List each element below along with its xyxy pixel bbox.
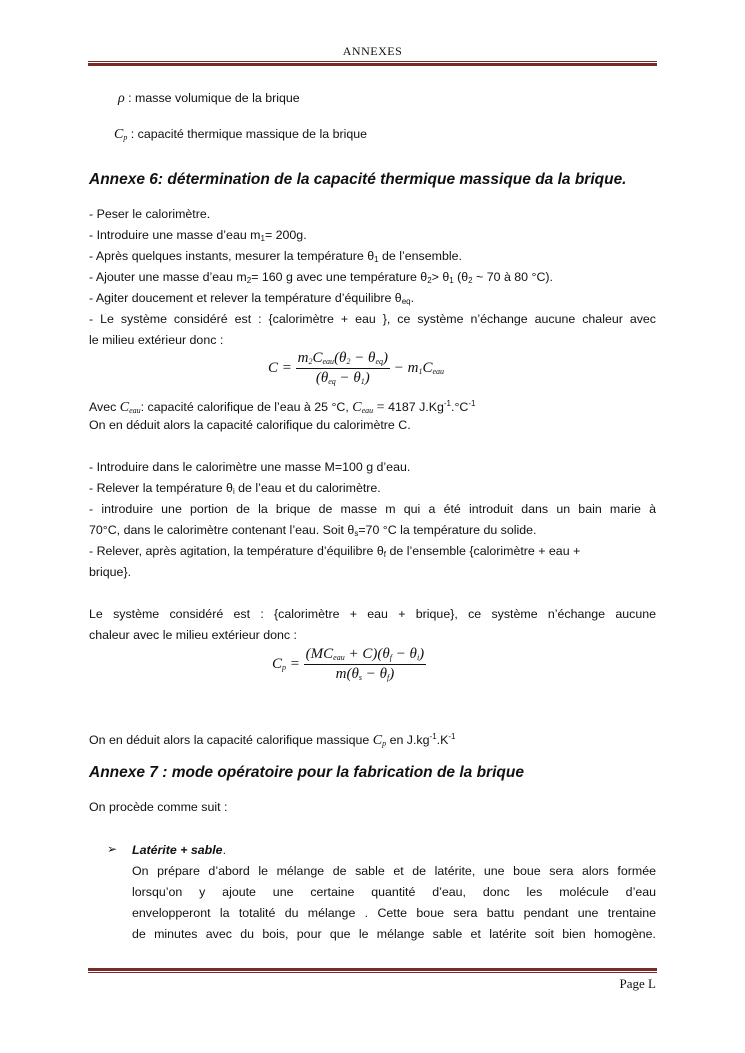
cp-subscript: p bbox=[123, 133, 128, 142]
step-introduire-eau bbox=[89, 227, 656, 247]
deduit-calorimetre: On en déduit alors la capacité calorifique du calorimètre C. bbox=[89, 418, 411, 432]
subscript: 1 bbox=[449, 276, 454, 285]
annexe7-heading: Annexe 7 : mode opératoire pour la fabrication de la brique bbox=[89, 764, 524, 781]
eq-part: − θ bbox=[335, 370, 361, 386]
eq-sub: f bbox=[389, 653, 392, 662]
math: C bbox=[119, 400, 130, 415]
eq-part: m(θ bbox=[335, 666, 359, 682]
subscript: s bbox=[354, 529, 359, 538]
eq-part: − θ bbox=[350, 350, 376, 366]
text: - Relever la température θ bbox=[89, 481, 233, 495]
superscript: -1 bbox=[429, 732, 437, 741]
eq-sub: eq bbox=[375, 357, 383, 366]
b-step-portion-line2 bbox=[89, 522, 656, 542]
math-sub: p bbox=[382, 739, 387, 748]
math: C bbox=[372, 733, 383, 748]
b-step-agitation-line1 bbox=[89, 543, 656, 563]
step-peser: - Peser le calorimètre. bbox=[89, 207, 211, 221]
eq-part: (MC bbox=[305, 646, 334, 662]
paragraph-line-3: envelopperont la totalité du mélange . Cette boue sera battu pendant une trentaine bbox=[132, 906, 656, 920]
step-text: . bbox=[410, 291, 415, 305]
b-step-portion-line1: - introduire une portion de la brique de masse m qui a été introduit dans un bain marie à bbox=[89, 502, 656, 516]
step-text: - Ajouter une masse d’eau m bbox=[89, 270, 247, 284]
paragraph-line-1: On prépare d’abord le mélange de sable et de latérite, une boue sera alors formée bbox=[132, 864, 656, 878]
annexe6-heading: Annexe 6: détermination de la capacité thermique massique da la brique. bbox=[89, 171, 627, 188]
cp-text: : capacité thermique massique de la brique bbox=[127, 127, 368, 141]
eq-part: ) bbox=[364, 370, 370, 386]
math-sub: eau bbox=[361, 406, 374, 415]
eq-part: + C)(θ bbox=[344, 646, 390, 662]
eq-part: − θ bbox=[361, 666, 387, 682]
cp-symbol: C bbox=[114, 127, 124, 142]
step-text: ~ 70 à 80 °C). bbox=[472, 270, 553, 284]
step-text: de l’ensemble. bbox=[378, 249, 462, 263]
text: .K bbox=[436, 733, 449, 747]
subscript: 2 bbox=[468, 276, 473, 285]
text: 70°C, dans le calorimètre contenant l’eau. Soit θ bbox=[89, 523, 355, 537]
step-text: - Introduire une masse d’eau m bbox=[89, 228, 261, 242]
step-mesurer bbox=[89, 248, 656, 268]
eq-sub: eau bbox=[322, 357, 335, 366]
eq-sub: eau bbox=[432, 366, 445, 376]
b-step-introduire: - Introduire dans le calorimètre une masse M=100 g d’eau. bbox=[89, 460, 411, 474]
text: de l’eau et du calorimètre. bbox=[234, 481, 381, 495]
b-step-agitation-line2: brique}. bbox=[89, 565, 132, 579]
eq-part: C bbox=[312, 350, 323, 366]
subscript: 2 bbox=[427, 276, 432, 285]
eq-sub: eau bbox=[333, 653, 345, 662]
arrow-bullet-icon: ➢ bbox=[107, 842, 118, 856]
text: en J.kg bbox=[386, 733, 430, 747]
eq-numerator bbox=[304, 646, 427, 665]
eq-sub: 1 bbox=[360, 377, 365, 386]
text: - Relever, après agitation, la température d’équilibre θ bbox=[89, 544, 384, 558]
eq-sub: 2 bbox=[346, 357, 351, 366]
eq-sub: 2 bbox=[308, 357, 313, 366]
equation-cp bbox=[272, 646, 426, 683]
eq-part: − m bbox=[393, 359, 419, 376]
superscript: -1 bbox=[468, 399, 476, 408]
eq-part: C bbox=[422, 359, 433, 376]
step-systeme-line1: - Le système considéré est : {calorimètre + eau }, ce système n’échange aucune chaleur avec bbox=[89, 312, 656, 326]
text: de l’ensemble {calorimètre + eau + bbox=[386, 544, 581, 558]
math: C bbox=[352, 400, 362, 415]
bullet-title-line bbox=[132, 842, 656, 858]
rho-definition bbox=[118, 90, 518, 107]
text: On en déduit alors la capacité calorifique massique bbox=[89, 733, 373, 747]
step-text: - Agiter doucement et relever la température d’équilibre θ bbox=[89, 291, 402, 305]
eq-numerator bbox=[296, 350, 390, 369]
page-number: Page L bbox=[619, 976, 656, 991]
step-text: (θ bbox=[453, 270, 469, 284]
bullet-dot: . bbox=[222, 843, 227, 857]
rho-text: : masse volumique de la brique bbox=[124, 91, 300, 105]
cp-definition bbox=[114, 126, 514, 146]
eq-fraction bbox=[296, 350, 390, 387]
systeme-line2: chaleur avec le milieu extérieur donc : bbox=[89, 628, 297, 642]
eq-sub: eq bbox=[328, 377, 336, 386]
eq-sub: f bbox=[386, 673, 390, 682]
paragraph-line-4: de minutes avec du bois, pour que le mélange sable et latérite soit bien homogène. bbox=[132, 927, 656, 941]
eq-part: (θ bbox=[334, 350, 347, 366]
step-agiter bbox=[89, 290, 656, 310]
superscript: -1 bbox=[448, 732, 456, 741]
subscript: 1 bbox=[374, 255, 379, 264]
eq-part: ) bbox=[389, 666, 395, 682]
eq-denominator bbox=[296, 369, 390, 387]
systeme-line1: Le système considéré est : {calorimètre + eau + brique}, ce système n’échange aucune bbox=[89, 607, 656, 621]
eq-sub: s bbox=[358, 673, 362, 682]
eq-part: ) bbox=[383, 350, 388, 366]
text: 4187 J.Kg bbox=[388, 400, 444, 414]
eq-lhs: C bbox=[272, 655, 283, 672]
text: Avec bbox=[89, 400, 120, 414]
step-ajouter-eau bbox=[89, 269, 656, 289]
eq-part: − θ bbox=[391, 646, 417, 662]
step-text: = 160 g avec une température θ bbox=[251, 270, 428, 284]
eq-sign: = bbox=[286, 655, 300, 672]
superscript: -1 bbox=[443, 399, 452, 408]
subscript: f bbox=[383, 550, 387, 559]
rho-symbol: ρ bbox=[118, 91, 125, 106]
eq-sub: i bbox=[416, 653, 420, 662]
header-rule bbox=[88, 61, 657, 66]
equation-c bbox=[268, 350, 444, 387]
eq-denominator bbox=[304, 665, 427, 683]
eq-part: ) bbox=[419, 646, 425, 662]
text-group bbox=[89, 543, 580, 563]
subscript: i bbox=[232, 487, 235, 496]
text: : capacité calorifique de l’eau à 25 °C, bbox=[140, 400, 353, 414]
paragraph-line-2: lorsqu’on y ajoute une certaine quantité d’eau, donc les molécule d’eau bbox=[132, 885, 656, 899]
step-text: - Après quelques instants, mesurer la température θ bbox=[89, 249, 375, 263]
math: = bbox=[373, 400, 389, 415]
b-step-relever bbox=[89, 480, 656, 500]
text: .°C bbox=[451, 400, 469, 414]
step-text: = 200g. bbox=[264, 228, 307, 242]
eq-sub: 1 bbox=[418, 366, 423, 376]
step-systeme-line2: le milieu extérieur donc : bbox=[89, 333, 224, 347]
eq-sub: p bbox=[282, 662, 287, 672]
math-sub: eau bbox=[129, 406, 141, 415]
running-header: ANNEXES bbox=[342, 44, 403, 58]
eq-lhs: C = bbox=[268, 359, 292, 376]
text: =70 °C la température du solide. bbox=[358, 523, 537, 537]
eq-part: m bbox=[297, 350, 309, 366]
eq-fraction bbox=[304, 646, 427, 683]
bullet-title: Latérite + sable bbox=[132, 843, 223, 857]
annexe7-intro: On procède comme suit : bbox=[89, 800, 228, 814]
footer-rule bbox=[88, 968, 657, 973]
eq-part: (θ bbox=[315, 370, 329, 386]
subscript: eq bbox=[401, 297, 411, 306]
deduit-capacite-massique bbox=[89, 729, 656, 752]
step-text: > θ bbox=[431, 270, 450, 284]
avec-line bbox=[89, 396, 656, 419]
subscript: 1 bbox=[260, 234, 265, 243]
subscript: 2 bbox=[246, 276, 252, 285]
